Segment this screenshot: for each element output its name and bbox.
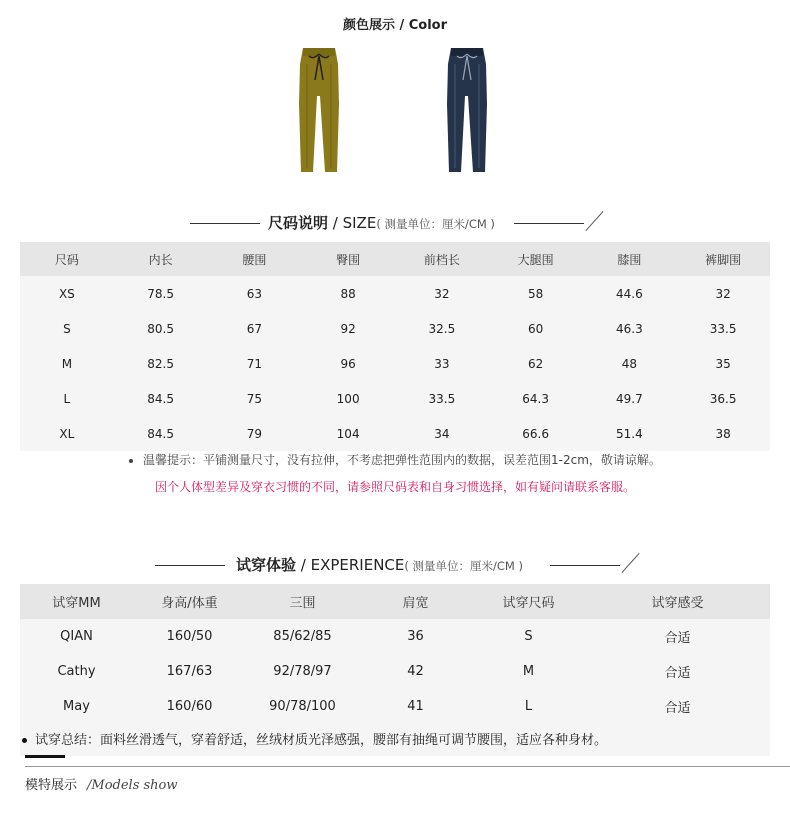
table-cell: 35 — [676, 346, 770, 381]
table-cell: 75 — [208, 381, 302, 416]
table-cell: Cathy — [20, 654, 133, 689]
table-row — [20, 619, 770, 654]
table-cell: S — [20, 311, 114, 346]
table-cell: 79 — [208, 416, 302, 451]
color-section-title: 颜色展示 / Color — [342, 18, 448, 33]
table-cell: 92/78/97 — [246, 654, 359, 689]
size-header-cell: 臀围 — [301, 242, 395, 276]
experience-header-cell: 肩宽 — [359, 584, 472, 619]
table-cell: 160/50 — [133, 619, 246, 654]
table-cell: 66.6 — [489, 416, 583, 451]
table-cell: 44.6 — [583, 276, 677, 311]
navy-pants-image — [443, 44, 491, 176]
table-row — [20, 311, 770, 346]
table-cell: 90/78/100 — [246, 689, 359, 724]
table-row — [20, 654, 770, 689]
experience-table — [20, 584, 770, 724]
table-row — [20, 381, 770, 416]
experience-header-cell: 三围 — [246, 584, 359, 619]
table-cell: 84.5 — [114, 381, 208, 416]
table-cell: 63 — [208, 276, 302, 311]
table-cell: May — [20, 689, 133, 724]
title-divider-left — [190, 223, 260, 224]
size-header-cell: 尺码 — [20, 242, 114, 276]
table-row — [20, 346, 770, 381]
experience-header-cell: 试穿感受 — [585, 584, 770, 619]
table-cell: 62 — [489, 346, 583, 381]
table-cell: 48 — [583, 346, 677, 381]
experience-section-title: 试穿体验 / EXPERIENCE( 测量单位：厘米/CM ) — [236, 556, 524, 574]
title-divider-right — [550, 565, 620, 566]
models-divider — [25, 766, 790, 767]
table-cell: 51.4 — [583, 416, 677, 451]
table-cell: 38 — [676, 416, 770, 451]
table-cell: 82.5 — [114, 346, 208, 381]
table-cell: 36.5 — [676, 381, 770, 416]
table-cell: 80.5 — [114, 311, 208, 346]
table-cell: 41 — [359, 689, 472, 724]
experience-header-cell: 试穿尺码 — [472, 584, 585, 619]
models-label-en: /Models show — [87, 778, 178, 793]
table-cell: 42 — [359, 654, 472, 689]
size-warning: 因个人体型差异及穿衣习惯的不同，请参照尺码表和自身习惯选择，如有疑问请联系客服。 — [154, 480, 635, 494]
table-cell: 合适 — [585, 654, 770, 689]
table-cell: M — [20, 346, 114, 381]
table-cell: 32 — [395, 276, 489, 311]
table-cell: 67 — [208, 311, 302, 346]
size-table-header-row — [20, 242, 770, 276]
size-header-cell: 前档长 — [395, 242, 489, 276]
table-cell: 85/62/85 — [246, 619, 359, 654]
table-cell: 合适 — [585, 619, 770, 654]
measurement-note — [0, 451, 790, 468]
table-cell: 33.5 — [395, 381, 489, 416]
table-cell: L — [472, 689, 585, 724]
table-cell: 167/63 — [133, 654, 246, 689]
table-cell: 33 — [395, 346, 489, 381]
table-cell: 71 — [208, 346, 302, 381]
table-cell: 49.7 — [583, 381, 677, 416]
experience-table-header-row — [20, 584, 770, 619]
table-cell: QIAN — [20, 619, 133, 654]
title-divider-right — [514, 223, 584, 224]
size-header-cell: 腰围 — [208, 242, 302, 276]
table-cell: 34 — [395, 416, 489, 451]
models-section-title — [25, 774, 178, 793]
experience-summary — [20, 716, 770, 756]
title-divider-left — [155, 565, 225, 566]
table-cell: 60 — [489, 311, 583, 346]
table-cell: 32 — [676, 276, 770, 311]
experience-summary-text: 试穿总结：面料丝滑透气，穿着舒适，丝绒材质光泽感强，腰部有抽绳可调节腰围，适应各种身材。 — [35, 733, 608, 748]
table-cell: 33.5 — [676, 311, 770, 346]
table-cell: 92 — [301, 311, 395, 346]
table-cell: 46.3 — [583, 311, 677, 346]
size-table — [20, 242, 770, 451]
table-cell: S — [472, 619, 585, 654]
measurement-note-text: 温馨提示：平铺测量尺寸，没有拉伸，不考虑把弹性范围内的数据，误差范围1-2cm，敬请谅解。 — [143, 453, 661, 467]
models-accent-bar — [25, 755, 65, 758]
table-cell: 合适 — [585, 689, 770, 724]
table-row — [20, 416, 770, 451]
size-section-header — [0, 212, 790, 236]
size-section-title: 尺码说明 / SIZE( 测量单位：厘米/CM ) — [268, 214, 495, 232]
table-cell: 84.5 — [114, 416, 208, 451]
olive-pants-image — [295, 44, 343, 176]
experience-header-cell: 身高/体重 — [133, 584, 246, 619]
table-cell: 32.5 — [395, 311, 489, 346]
experience-section-header — [0, 554, 790, 578]
table-cell: 64.3 — [489, 381, 583, 416]
size-header-cell: 大腿围 — [489, 242, 583, 276]
table-cell: M — [472, 654, 585, 689]
table-cell: 160/60 — [133, 689, 246, 724]
table-cell: 36 — [359, 619, 472, 654]
table-cell: XL — [20, 416, 114, 451]
table-cell: XS — [20, 276, 114, 311]
table-cell: 58 — [489, 276, 583, 311]
experience-header-cell: 试穿MM — [20, 584, 133, 619]
bullet-icon — [129, 459, 133, 463]
table-cell: 96 — [301, 346, 395, 381]
title-slash-decoration — [621, 553, 639, 573]
table-cell: 78.5 — [114, 276, 208, 311]
size-header-cell: 裤脚围 — [676, 242, 770, 276]
table-cell: L — [20, 381, 114, 416]
table-cell: 88 — [301, 276, 395, 311]
size-header-cell: 膝围 — [583, 242, 677, 276]
table-cell: 104 — [301, 416, 395, 451]
size-header-cell: 内长 — [114, 242, 208, 276]
models-label: 模特展示 — [25, 778, 78, 793]
title-slash-decoration — [585, 211, 603, 231]
table-cell: 100 — [301, 381, 395, 416]
bullet-icon — [22, 738, 27, 743]
table-row — [20, 276, 770, 311]
